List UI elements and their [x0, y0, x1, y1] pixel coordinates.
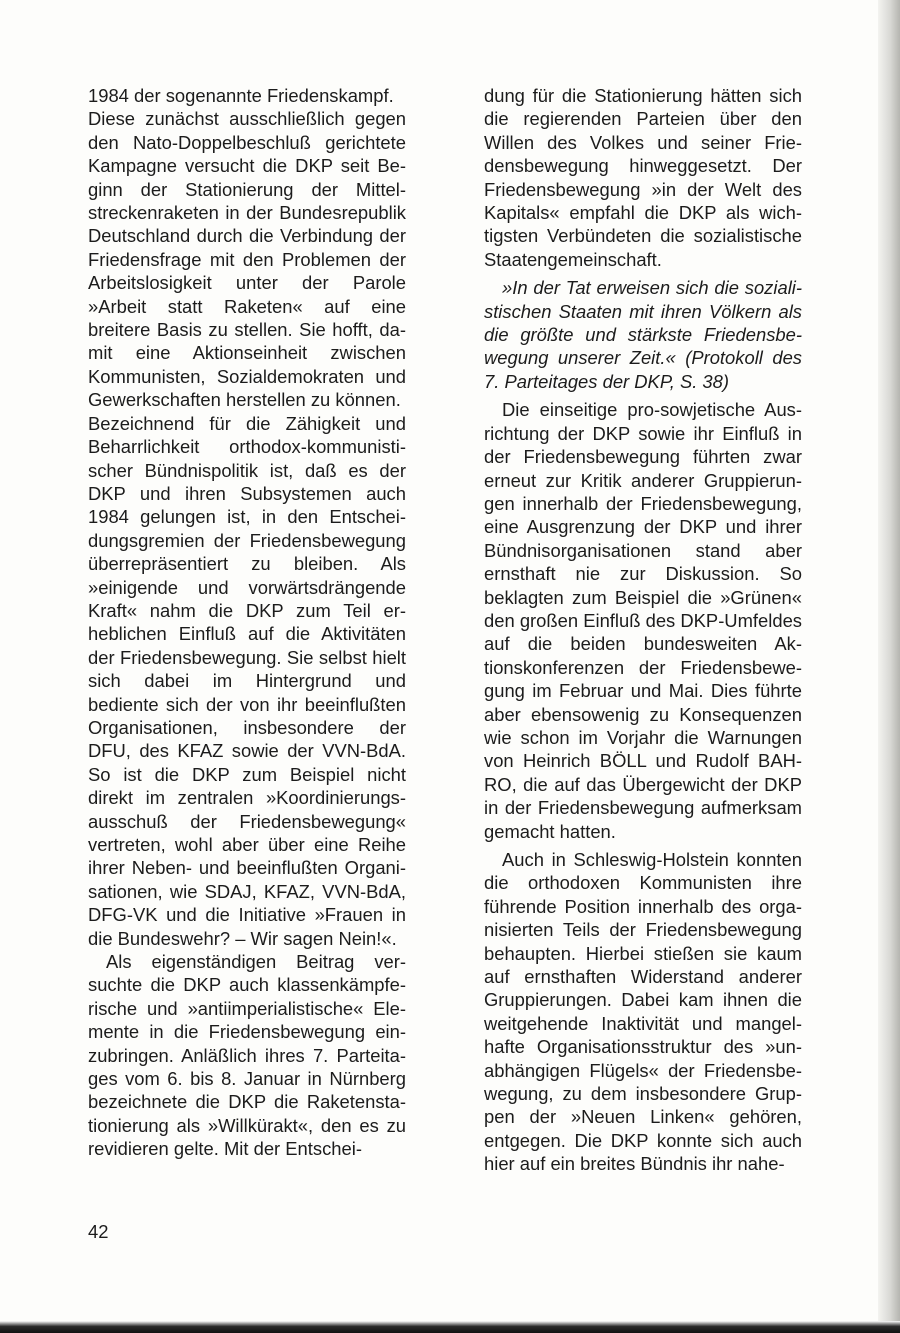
paragraph: Diese zunächst ausschließlich gegen den Nato-Doppelbeschluß gerichtete Kampagne versucht die DKP seit Beginn der Stationierung der Mittelstreckenraketen in der Bundesrepublik Deutschland durch die Verbindung der Friedensfrage mit den Problemen der Arbeitslosigkeit unter der Parole »Arbeit statt Raketen« auf eine breitere Basis zu stellen. Sie hofft, damit eine Aktionseinheit zwischen Kommunisten, Sozialdemokraten und Gewerkschaften herstellen zu können. [88, 108, 406, 411]
paragraph: Die einseitige pro-sowjetische Ausrichtung der DKP sowie ihr Einfluß in der Friedensbewegung führten zwar erneut zur Kritik anderer Gruppierungen innerhalb der Friedensbewegung, eine Ausgrenzung der DKP und ihrer Bündnisorganisationen stand aber ernsthaft nie zur Diskussion. So beklagten zum Beispiel die »Grünen« den großen Einfluß des DKP-Umfeldes auf die beiden bundesweiten Aktionskonferenzen der Friedensbewegung im Februar und Mai. Dies führte aber ebensowenig zu Konsequenzen wie schon im Vorjahr die Warnungen von Heinrich BÖLL und Rudolf BAHRO, die auf das Übergewicht der DKP in der Friedensbewegung aufmerksam gemacht hatten. [484, 399, 802, 842]
left-text-column [88, 84, 406, 1161]
paragraph: dung für die Stationierung hätten sich die regierenden Parteien über den Willen des Volkes und seiner Friedensbewegung hinweggesetzt. Der Friedensbewegung »in der Welt des Kapitals« empfahl die DKP als wichtigsten Verbündeten die sozialistische Staatengemeinschaft. [484, 85, 802, 270]
page-binding-shadow [878, 0, 900, 1333]
quotation: »In der Tat erweisen sich die sozialistischen Staaten mit ihren Völkern als die größte und stärkste Friedensbewegung unserer Zeit.« (Protokoll des 7. Parteitages der DKP, S. 38) [484, 277, 802, 392]
paragraph: Auch in Schleswig-Holstein konnten die orthodoxen Kommunisten ihre führende Position innerhalb des organisierten Teils der Friedensbewegung behaupten. Hierbei stießen sie kaum auf ernsthaften Widerstand anderer Gruppierungen. Dabei kam ihnen die weitgehende Inaktivität und mangelhafte Organisationsstruktur des »unabhängigen Flügels« der Friedensbewegung, zu dem insbesondere Gruppen der »Neuen Linken« gehören, entgegen. Die DKP konnte sich auch hier auf ein breites Bündnis ihr nahe- [484, 849, 802, 1175]
right-text-column [484, 84, 802, 1176]
page-number: 42 [88, 1221, 109, 1242]
paragraph: Bezeichnend für die Zähigkeit und Beharrlichkeit orthodox-kommunistischer Bündnispolitik ist, daß es der DKP und ihren Subsystemen auch 1984 gelungen ist, in den Entscheidungsgremien der Friedensbewegung überrepräsentiert zu bleiben. Als »einigende und vorwärtsdrängende Kraft« nahm die DKP zum Teil erheblichen Einfluß auf die Aktivitäten der Friedensbewegung. Sie selbst hielt sich dabei im Hintergrund und bediente sich der von ihr beeinflußten Organisationen, insbesondere der DFU, des KFAZ sowie der VVN-BdA. So ist die DKP zum Beispiel nicht direkt im zentralen »Koordinierungsausschuß der Friedensbewegung« vertreten, wohl aber über eine Reihe ihrer Neben- und beeinflußten Organisationen, wie SDAJ, KFAZ, VVN-BdA, DFG-VK und die Initiative »Frauen in die Bundeswehr? – Wir sagen Nein!«. [88, 412, 406, 949]
paragraph: Als eigenständigen Beitrag versuchte die DKP auch klassenkämpferische und »antiimperialistische« Elemente in die Friedensbewegung einzubringen. Anläßlich ihres 7. Parteitages vom 6. bis 8. Januar in Nürnberg bezeichnete die DKP die Raketenstationierung als »Willkürakt«, den es zu revidieren gelte. Mit der Entschei- [88, 951, 406, 1160]
page-bottom-edge [0, 1321, 900, 1333]
paragraph: 1984 der sogenannte Friedenskampf. [88, 85, 394, 106]
